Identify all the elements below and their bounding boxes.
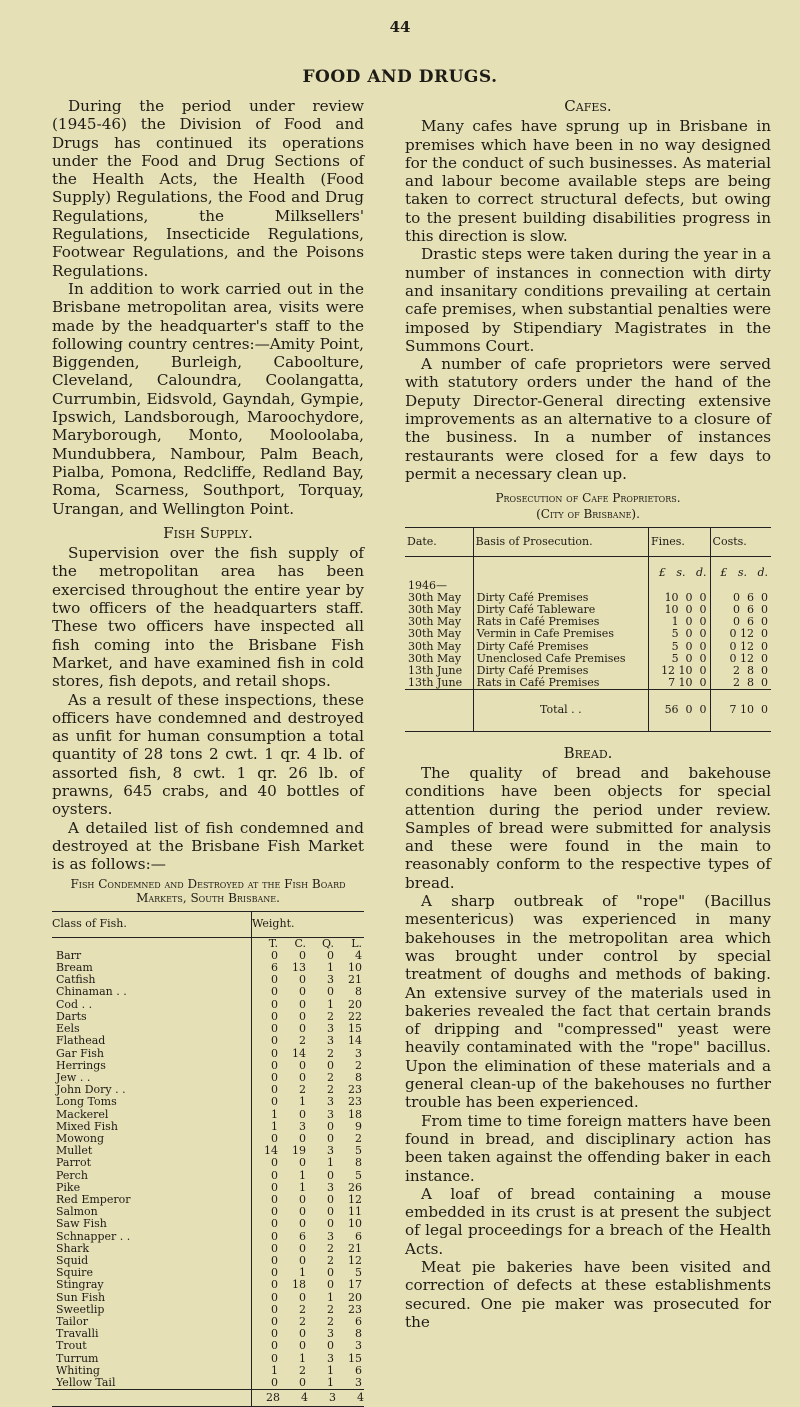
weight-value: 0 <box>299 985 306 999</box>
fish-name: Squire <box>56 1266 93 1280</box>
fish-name: Mullet <box>56 1144 93 1158</box>
fine-cell: 10 0 0 <box>649 604 711 616</box>
fish-name: Schnapper . . <box>56 1229 131 1243</box>
fish-name: Chinaman . . <box>56 985 127 999</box>
weight-value: 23 <box>348 1083 362 1097</box>
weight-value: 0 <box>299 1290 306 1304</box>
weight-value: 0 <box>252 1060 281 1072</box>
weight-value: 0 <box>327 985 334 999</box>
header-basis: Basis of Prosecution. <box>473 528 648 557</box>
fish-name: Darts <box>56 1009 87 1023</box>
weight-value: 8 <box>355 1327 362 1341</box>
weight-value: 0 <box>299 1241 306 1255</box>
cost-cell: 0 6 0 <box>710 604 771 616</box>
weight-value: 6 <box>252 962 281 974</box>
weight-value: 2 <box>299 1363 306 1377</box>
header-weight: Weight. <box>252 912 365 937</box>
fish-name: Barr <box>56 948 82 962</box>
table-row <box>52 962 364 974</box>
weight-value: 0 <box>252 1206 281 1218</box>
weight-value: 0 <box>252 1304 281 1316</box>
weight-value: 0 <box>327 1339 334 1353</box>
basis-cell: Dirty Café Premises <box>473 641 648 653</box>
weight-value: 0 <box>299 1253 306 1267</box>
weight-value: 1 <box>299 1180 306 1194</box>
fish-name: Yellow Tail <box>56 1375 116 1389</box>
weight-value: 0 <box>299 1070 306 1084</box>
fish-name: Long Toms <box>56 1095 117 1109</box>
weight-value: 1 <box>299 1266 306 1280</box>
fish-name: Herrings <box>56 1058 106 1072</box>
weight-value: 0 <box>299 1192 306 1206</box>
weight-value: 3 <box>327 973 334 987</box>
weight-value: 5 <box>355 1168 362 1182</box>
fish-name: Cod . . <box>56 997 93 1011</box>
table-row <box>52 1377 364 1390</box>
weight-value: 1 <box>299 1095 306 1109</box>
cafe-table-caption: Prosecution of Cafe Proprietors. <box>495 491 681 506</box>
weight-value: 2 <box>299 1314 306 1328</box>
fish-name: Gar Fish <box>56 1046 104 1060</box>
weight-value: 9 <box>355 1119 362 1133</box>
table-row <box>52 1243 364 1255</box>
weight-value: 3 <box>327 1107 334 1121</box>
weight-value: 0 <box>252 999 281 1011</box>
header-class: Class of Fish. <box>52 912 252 937</box>
weight-value: 1 <box>327 961 334 975</box>
weight-value: 2 <box>327 1241 334 1255</box>
fish-name: Saw Fish <box>56 1217 107 1231</box>
fish-name: Trout <box>56 1339 87 1353</box>
weight-value: 6 <box>355 1363 362 1377</box>
weight-value: 0 <box>299 1058 306 1072</box>
basis-cell: Unenclosed Cafe Premises <box>473 653 648 665</box>
year-label: 1946— <box>408 578 447 592</box>
fine-cell: 5 0 0 <box>649 641 711 653</box>
weight-value: 6 <box>355 1229 362 1243</box>
weight-value: 2 <box>299 1302 306 1316</box>
weight-value: 3 <box>355 1339 362 1353</box>
weight-value: 0 <box>299 1375 306 1389</box>
weight-value: 0 <box>252 974 281 986</box>
date-cell: 13th June <box>408 664 463 678</box>
total-value: 4 <box>280 1390 308 1407</box>
fish-name: Red Emperor <box>56 1192 131 1206</box>
unit-label: Q. <box>322 936 334 950</box>
weight-value: 0 <box>252 1316 281 1328</box>
table-row <box>52 1133 364 1145</box>
weight-value: 14 <box>292 1046 306 1060</box>
weight-value: 0 <box>327 1168 334 1182</box>
cost-cell: 0 12 0 <box>710 653 771 665</box>
cafe-table-subcaption: (City of Brisbane). <box>536 507 640 522</box>
weight-value: 0 <box>327 1119 334 1133</box>
weight-value: 2 <box>327 1083 334 1097</box>
weight-value: 19 <box>292 1144 306 1158</box>
weight-value: 0 <box>327 1217 334 1231</box>
weight-value: 0 <box>299 973 306 987</box>
weight-value: 0 <box>252 1011 281 1023</box>
weight-value: 10 <box>348 961 362 975</box>
weight-value: 2 <box>327 1314 334 1328</box>
weight-value: 0 <box>299 1022 306 1036</box>
paragraph: Meat pie bakeries have been visited and correction of defects at these establishments secured. One pie maker was prosecuted for the <box>405 1257 771 1331</box>
weight-value: 12 <box>348 1253 362 1267</box>
weight-value: 0 <box>252 986 281 998</box>
basis-cell: Dirty Café Premises <box>473 592 648 604</box>
weight-value: 0 <box>299 1217 306 1231</box>
table-row <box>52 1304 364 1316</box>
fish-name: Pike <box>56 1180 81 1194</box>
weight-value: 14 <box>252 1145 281 1157</box>
weight-value: 0 <box>252 1292 281 1304</box>
cost-cell: 2 8 0 <box>710 665 771 677</box>
table-row <box>52 1096 364 1108</box>
table-row <box>52 1316 364 1328</box>
total-row <box>405 690 771 731</box>
weight-value: 0 <box>252 1035 281 1047</box>
weight-value: 0 <box>252 1023 281 1035</box>
weight-value: 6 <box>355 1314 362 1328</box>
fish-name: Shark <box>56 1241 90 1255</box>
weight-value: 1 <box>327 997 334 1011</box>
fish-name: Flathead <box>56 1034 106 1048</box>
cafe-prosecution-table <box>405 527 771 731</box>
weight-value: 0 <box>299 1339 306 1353</box>
paragraph: Many cafes have sprung up in Brisbane in premises which have been in no way designed for the conduct of such businesses. As material and labour become available steps are being taken to correct structural defects, but owing to the present building disabilities progress in this direction is slow. <box>405 117 771 246</box>
weight-value: 1 <box>327 1375 334 1389</box>
weight-value: 0 <box>252 1170 281 1182</box>
fish-name: Mowong <box>56 1131 105 1145</box>
cost-cell: 0 6 0 <box>710 616 771 628</box>
weight-value: 15 <box>348 1022 362 1036</box>
weight-value: 2 <box>327 1046 334 1060</box>
weight-value: 0 <box>252 1377 281 1390</box>
table-row <box>52 1048 364 1060</box>
weight-value: 0 <box>252 1231 281 1243</box>
weight-value: 21 <box>348 1241 362 1255</box>
date-cell: 30th May <box>408 615 462 629</box>
weight-value: 0 <box>252 1267 281 1279</box>
total-fines: 56 0 0 <box>649 690 711 731</box>
date-cell: 30th May <box>408 651 462 665</box>
table-row <box>52 1060 364 1072</box>
total-value: 4 <box>336 1390 364 1407</box>
weight-value: 2 <box>327 1253 334 1267</box>
table-row <box>52 1292 364 1304</box>
weight-value: 0 <box>252 1084 281 1096</box>
weight-value: 4 <box>355 948 362 962</box>
header-costs: Costs. <box>710 528 771 557</box>
fish-name: Turrum <box>56 1351 99 1365</box>
table-row <box>405 677 771 690</box>
page-title: FOOD AND DRUGS. <box>302 67 498 87</box>
weight-value: 0 <box>252 1072 281 1084</box>
section-heading-cafes: Cafes. <box>564 97 612 115</box>
weight-value: 0 <box>327 1278 334 1292</box>
weight-value: 0 <box>327 948 334 962</box>
weight-value: 23 <box>348 1302 362 1316</box>
table-row <box>52 1157 364 1169</box>
fish-name: Parrot <box>56 1156 92 1170</box>
table-row <box>52 1194 364 1206</box>
weight-value: 3 <box>327 1180 334 1194</box>
table-row <box>52 1109 364 1121</box>
total-value: 28 <box>252 1390 281 1407</box>
fish-name: Sweetlip <box>56 1302 105 1316</box>
weight-value: 0 <box>252 1353 281 1365</box>
paragraph: The quality of bread and bakehouse conditions have been objects for special attention during the period under review. Samples of bread were submitted for analysis and these were found in the main to reasonably conform to the respective types of bread. <box>405 763 771 892</box>
weight-value: 3 <box>327 1034 334 1048</box>
date-cell: 30th May <box>408 627 462 641</box>
date-cell: 30th May <box>408 639 462 653</box>
weight-value: 5 <box>355 1266 362 1280</box>
weight-value: 0 <box>252 1133 281 1145</box>
currency-header: £ s. d. <box>710 557 771 592</box>
weight-value: 0 <box>252 1096 281 1108</box>
total-label: Total . . <box>473 690 648 731</box>
weight-value: 0 <box>252 1218 281 1230</box>
fine-cell: 12 10 0 <box>649 665 711 677</box>
weight-value: 22 <box>348 1009 362 1023</box>
paragraph: A sharp outbreak of "rope" (Bacillus mesentericus) was experienced in many bakehouses in the metropolitan area which was brought under control by special treatment of doughs and methods of baking. An extensive survey of the materials used in bakeries revealed the fact that certain brands of dripping and "compressed" yeast were heavily contaminated with the "rope" bacillus. Upon the elimination of these materials and a general clean-up of the bakehouses no further trouble has been experienced. <box>405 892 771 1112</box>
weight-value: 15 <box>348 1351 362 1365</box>
weight-value: 1 <box>252 1121 281 1133</box>
weight-value: 0 <box>252 1340 281 1352</box>
table-row <box>52 999 364 1011</box>
fish-name: John Dory . . <box>56 1083 126 1097</box>
header-fines: Fines. <box>649 528 711 557</box>
weight-value: 2 <box>355 1058 362 1072</box>
date-cell: 13th June <box>408 676 463 690</box>
table-row <box>52 1340 364 1352</box>
fish-name: Squid <box>56 1253 89 1267</box>
paragraph: A number of cafe proprietors were served with statutory orders under the hand of the Deputy Director-General directing extensive improvements as an alternative to a closure of the business. In a number of instances restaurants were closed for a few days to permit a necessary clean up. <box>405 355 771 483</box>
weight-value: 0 <box>252 1157 281 1169</box>
fish-name: Bream <box>56 961 93 975</box>
fish-name: Eels <box>56 1022 80 1036</box>
table-row <box>52 950 364 962</box>
weight-value: 0 <box>252 1194 281 1206</box>
fine-cell: 7 10 0 <box>649 677 711 690</box>
weight-value: 0 <box>327 1205 334 1219</box>
fine-cell: 1 0 0 <box>649 616 711 628</box>
weight-value: 10 <box>348 1217 362 1231</box>
total-value: 3 <box>308 1390 336 1407</box>
units-row <box>52 937 364 950</box>
weight-value: 3 <box>355 1375 362 1389</box>
weight-value: 3 <box>299 1119 306 1133</box>
paragraph: From time to time foreign matters have been found in bread, and disciplinary action has been taken against the offending baker in each instance. <box>405 1111 771 1185</box>
weight-value: 1 <box>327 1363 334 1377</box>
weight-value: 0 <box>327 1192 334 1206</box>
weight-value: 26 <box>348 1180 362 1194</box>
left-column <box>52 97 364 1407</box>
unit-label: L. <box>351 936 362 950</box>
section-heading-fish-supply: Fish Supply. <box>163 523 253 542</box>
weight-value: 20 <box>348 997 362 1011</box>
basis-cell: Dirty Café Premises <box>473 665 648 677</box>
basis-cell: Dirty Café Tableware <box>473 604 648 616</box>
weight-value: 0 <box>299 1131 306 1145</box>
date-cell: 30th May <box>408 590 462 604</box>
weight-value: 0 <box>252 1182 281 1194</box>
table-row <box>52 1328 364 1340</box>
weight-value: 0 <box>252 1048 281 1060</box>
weight-value: 11 <box>348 1205 362 1219</box>
fine-cell: 5 0 0 <box>649 653 711 665</box>
weight-value: 20 <box>348 1290 362 1304</box>
total-row <box>52 1390 364 1407</box>
header-date: Date. <box>405 528 473 557</box>
total-costs: 7 10 0 <box>710 690 771 731</box>
date-cell: 30th May <box>408 603 462 617</box>
weight-value: 12 <box>348 1192 362 1206</box>
weight-value: 1 <box>252 1109 281 1121</box>
weight-value: 23 <box>348 1095 362 1109</box>
cost-cell: 0 12 0 <box>710 628 771 640</box>
fish-name: Stingray <box>56 1278 104 1292</box>
weight-value: 1 <box>327 1156 334 1170</box>
fish-name: Mixed Fish <box>56 1119 118 1133</box>
weight-value: 1 <box>299 1351 306 1365</box>
weight-value: 2 <box>327 1070 334 1084</box>
cost-cell: 0 6 0 <box>710 592 771 604</box>
weight-value: 0 <box>327 1058 334 1072</box>
weight-value: 0 <box>252 1243 281 1255</box>
table-row <box>52 1218 364 1230</box>
paragraph: A loaf of bread containing a mouse embedded in its crust is at present the subject of legal proceedings for a breach of the Health Acts. <box>405 1184 771 1258</box>
weight-value: 17 <box>348 1278 362 1292</box>
table-row <box>52 986 364 998</box>
weight-value: 6 <box>299 1229 306 1243</box>
weight-value: 21 <box>348 973 362 987</box>
table-row <box>52 1170 364 1182</box>
weight-value: 0 <box>252 1279 281 1291</box>
cost-cell: 2 8 0 <box>710 677 771 690</box>
right-column <box>405 97 771 1331</box>
weight-value: 2 <box>355 1131 362 1145</box>
fish-name: Catfish <box>56 973 96 987</box>
weight-value: 3 <box>327 1144 334 1158</box>
table-row <box>52 1145 364 1157</box>
weight-value: 0 <box>327 1266 334 1280</box>
weight-value: 8 <box>355 1070 362 1084</box>
weight-value: 0 <box>299 948 306 962</box>
weight-value: 3 <box>327 1095 334 1109</box>
weight-value: 0 <box>299 1205 306 1219</box>
paragraph: During the period under review (1945-46) the Division of Food and Drugs has continued its operations under the Food and Drug Sections of the Health Acts, the Health (Food Supply) Regulations, the Food and Drug Regulations, the Milksellers' Regulations, Insecticide Regulations, Footwear Regulations, and the Poisons Regulations. <box>52 97 364 280</box>
fish-name: Mackerel <box>56 1107 109 1121</box>
table-row <box>52 1011 364 1023</box>
page-number: 44 <box>389 18 411 36</box>
weight-value: 3 <box>327 1022 334 1036</box>
paragraph: In addition to work carried out in the Brisbane metropolitan area, visits were made by the headquarter's staff to the following country centres:—Amity Point, Biggenden, Burleigh, Caboolture, Cleveland, Caloundra, Coolangatta, Currumbin, Eidsvold, Gayndah, Gympie, Ipswich, Landsborough, Maroochydore, Maryborough, Monto, Mooloolaba, Mundubbera, Nambour, Palm Beach, Pialba, Pomona, Redcliffe, Redland Bay, Roma, Scarness, Southport, Torquay, Urangan, and Wellington Point. <box>52 279 364 518</box>
weight-value: 5 <box>355 1144 362 1158</box>
weight-value: 0 <box>299 1156 306 1170</box>
unit-label: T. <box>252 937 281 950</box>
fish-name: Travalli <box>56 1327 99 1341</box>
weight-value: 0 <box>299 1327 306 1341</box>
weight-value: 2 <box>327 1302 334 1316</box>
weight-value: 3 <box>327 1351 334 1365</box>
spacer-cell <box>52 937 252 950</box>
weight-value: 1 <box>252 1365 281 1377</box>
currency-header: £ s. d. <box>649 557 711 592</box>
paragraph: Drastic steps were taken during the year in a number of instances in connection with dirty and insanitary conditions prevailing at certain cafe premises, when substantial penalties were imposed by Stipendiary Magistrates in the Summons Court. <box>405 245 771 355</box>
fish-table <box>52 911 364 1407</box>
weight-value: 3 <box>355 1046 362 1060</box>
weight-value: 0 <box>252 1328 281 1340</box>
weight-value: 2 <box>299 1083 306 1097</box>
spacer-cell <box>405 690 473 731</box>
weight-value: 2 <box>327 1009 334 1023</box>
cost-cell: 0 12 0 <box>710 641 771 653</box>
table-row <box>52 1279 364 1291</box>
paragraph: A detailed list of fish condemned and destroyed at the Brisbane Fish Market is as follows:— <box>52 818 364 874</box>
fish-table-caption: Fish Condemned and Destroyed at the Fish Board Markets, South Brisbane. <box>70 877 346 906</box>
fish-name: Whiting <box>56 1363 100 1377</box>
weight-value: 18 <box>348 1107 362 1121</box>
weight-value: 3 <box>327 1327 334 1341</box>
table-row <box>52 1035 364 1047</box>
basis-cell: Vermin in Cafe Premises <box>473 628 648 640</box>
weight-value: 0 <box>252 1255 281 1267</box>
basis-cell: Rats in Café Premises <box>473 616 648 628</box>
weight-value: 2 <box>299 1034 306 1048</box>
weight-value: 0 <box>252 950 281 962</box>
weight-value: 14 <box>348 1034 362 1048</box>
fish-name: Salmon <box>56 1205 98 1219</box>
weight-value: 1 <box>327 1290 334 1304</box>
weight-value: 8 <box>355 1156 362 1170</box>
weight-value: 0 <box>299 997 306 1011</box>
unit-label: C. <box>294 936 306 950</box>
weight-value: 0 <box>299 1107 306 1121</box>
weight-value: 0 <box>327 1131 334 1145</box>
paragraph: As a result of these inspections, these officers have condemned and destroyed as unfit for human consumption a total quantity of 28 tons 2 cwt. 1 qr. 4 lb. of assorted fish, 8 cwt. 1 qr. 26 lb. of prawns, 645 crabs, and 40 bottles of oysters. <box>52 690 364 819</box>
paragraph: Supervision over the fish supply of the metropolitan area has been exercised throughout the entire year by two officers of the headquarters staff. These two officers have inspected all fish coming into the Brisbane Fish Market, and have examined fish in cold stores, fish depots, and retail shops. <box>52 544 364 691</box>
weight-value: 18 <box>292 1278 306 1292</box>
basis-cell: Rats in Café Premises <box>473 677 648 690</box>
table-row <box>52 1353 364 1365</box>
fish-name: Jew . . <box>56 1070 91 1084</box>
weight-value: 1 <box>299 1168 306 1182</box>
weight-value: 0 <box>299 1009 306 1023</box>
fine-cell: 10 0 0 <box>649 592 711 604</box>
spacer-cell <box>52 1390 252 1407</box>
table-row <box>405 628 771 640</box>
table-row <box>52 1231 364 1243</box>
fine-cell: 5 0 0 <box>649 628 711 640</box>
table-row <box>52 1255 364 1267</box>
fish-name: Sun Fish <box>56 1290 106 1304</box>
fish-name: Perch <box>56 1168 88 1182</box>
fish-name: Tailor <box>56 1314 88 1328</box>
weight-value: 8 <box>355 985 362 999</box>
weight-value: 13 <box>292 961 306 975</box>
weight-value: 3 <box>327 1229 334 1243</box>
section-heading-bread: Bread. <box>563 743 613 762</box>
